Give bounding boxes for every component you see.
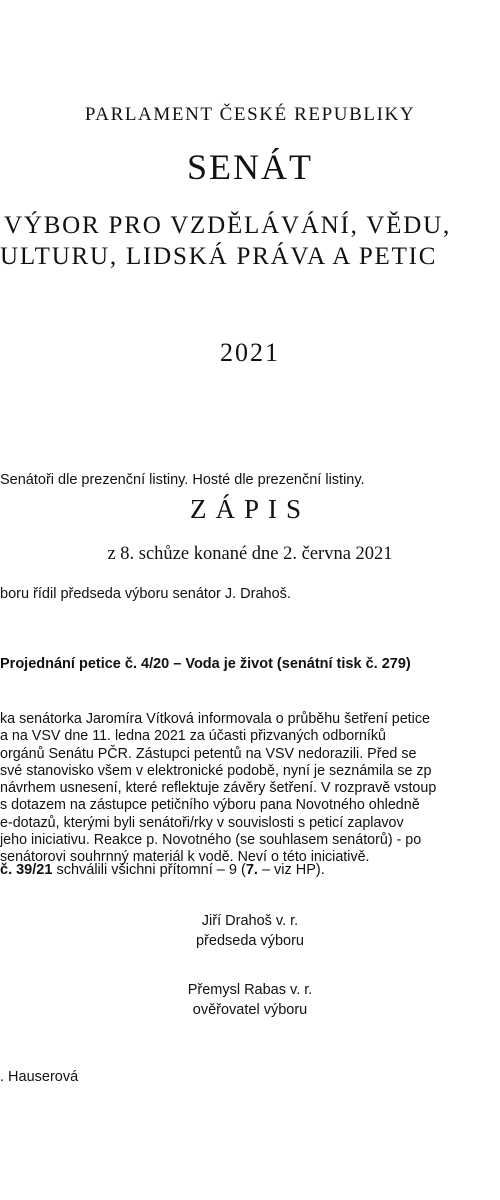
resolution-text: schválili všichni přítomní – 9 ( (52, 862, 246, 878)
committee-name-line-1: VÝBOR PRO VZDĚLÁVÁNÍ, VĚDU, (4, 212, 451, 239)
attendance-note: Senátoři dle prezenční listiny. Hosté dle prezenční listiny. (0, 472, 365, 488)
paragraph-line: orgánů Senátu PČR. Zástupci petentů na VSV nedorazili. Před se (0, 745, 417, 762)
parliament-heading: PARLAMENT ČESKÉ REPUBLIKY (84, 104, 416, 125)
paragraph-line: jeho iniciativu. Reakce p. Novotného (se souhlasem senátorů) - po (0, 832, 422, 849)
paragraph-line: s dotazem na zástupce petičního výboru pana Novotného ohledně (0, 797, 420, 814)
chair-statement: boru řídil předseda výboru senátor J. Drahoš. (0, 586, 291, 602)
paragraph-line: a na VSV dne 11. ledna 2021 za účasti přizvaných odborníků (0, 728, 387, 745)
year-heading: 2021 (220, 338, 280, 367)
resolution-number: č. 39/21 (0, 862, 53, 878)
resolution-end: – viz HP). (257, 862, 325, 878)
vote-reference: 7. (245, 862, 258, 878)
committee-name-line-2: ULTURU, LIDSKÁ PRÁVA A PETIC (0, 243, 438, 270)
paragraph-line: e-dotazů, kterými byli senátoři/rky v souvislosti s peticí zaplavov (0, 814, 404, 831)
senate-heading: SENÁT (187, 147, 313, 187)
verifier-signature (0, 980, 500, 1020)
discussion-paragraph (0, 711, 436, 867)
agenda-item-heading: Projednání petice č. 4/20 – Voda je život (senátní tisk č. 279) (0, 656, 411, 672)
resolution-line (0, 862, 325, 878)
paragraph-line: ka senátorka Jaromíra Vítková informovala o průběhu šetření petice (0, 711, 430, 727)
verifier-role: ověřovatel výboru (192, 1002, 308, 1018)
verifier-name: Přemysl Rabas v. r. (187, 982, 313, 998)
paragraph-line: návrhem usnesení, které reflektuje závěry šetření. V rozpravě vstoup (0, 780, 437, 797)
paragraph-line: své stanovisko všem v elektronické podobě, nyní je seznámila se zp (0, 762, 432, 779)
minutes-title: ZÁPIS (189, 494, 310, 524)
paragraph-line: senátorovi souhrnný materiál k vodě. Neví o této iniciativě. (0, 849, 370, 866)
chair-name: Jiří Drahoš v. r. (201, 913, 299, 929)
chair-role: předseda výboru (195, 933, 304, 949)
chair-signature (0, 911, 500, 951)
recorder-name: . Hauserová (0, 1069, 79, 1085)
meeting-subtitle: z 8. schůze konané dne 2. června 2021 (107, 544, 393, 564)
